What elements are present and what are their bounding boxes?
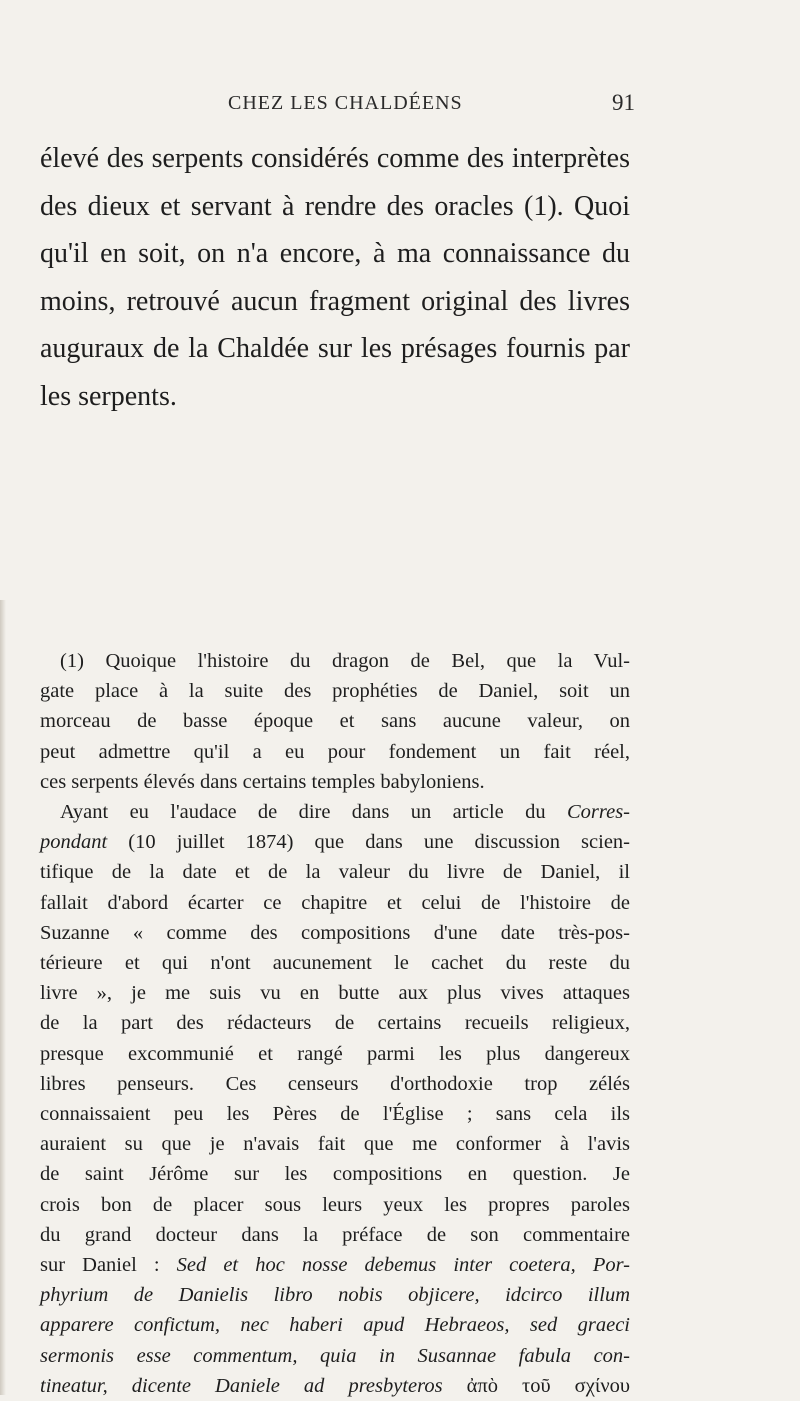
footnote-line: livre », je me suis vu en butte aux plus vives attaques [40,982,630,1005]
footnote-line: crois bon de placer sous leurs yeux les propres paroles [40,1193,630,1216]
footnote-line: morceau de basse époque et sans aucune valeur, on [40,710,630,733]
text-line: qu'il en soit, on n'a encore, à ma connaissance du [40,238,630,269]
footnote-line: auraient su que je n'avais fait que me conformer à l'avis [40,1133,630,1156]
footnote-line: libres penseurs. Ces censeurs d'orthodoxie trop zélés [40,1072,630,1095]
footnote-line: ces serpents élevés dans certains temples babyloniens. [40,770,485,793]
footnote-line [40,827,630,857]
latin-quote: Sed et hoc nosse debemus inter coetera, Por- [176,1254,630,1277]
text-line: les serpents. [40,380,177,412]
footnote-line: du grand docteur dans la préface de son commentaire [40,1223,630,1246]
footnote-line: tifique de la date et de la valeur du livre de Daniel, il [40,861,630,884]
journal-title-end: pondant [40,831,108,854]
journal-title: Corres- [566,801,631,824]
text-line: des dieux et servant à rendre des oracles (1). Quoi [40,190,630,222]
footnote-text: Ayant eu l'audace de dire dans un article du [60,801,546,824]
footnote-line: (1) Quoique l'histoire du dragon de Bel, que la Vul- [60,650,630,672]
main-paragraph [40,135,630,420]
footnote-line: peut admettre qu'il a eu pour fondement un fait réel, [40,740,630,763]
latin-quote-line: apparere confictum, nec haberi apud Hebraeos, sed graeci [40,1314,630,1337]
page-number: 91 [612,90,635,115]
text-line: élevé des serpents considérés comme des interprètes [40,143,630,174]
footnote-text: sur Daniel : [40,1254,160,1277]
running-head: CHEZ LES CHALDÉENS [228,92,463,114]
footnote-line: connaissaient peu les Pères de l'Église ; sans cela ils [40,1103,630,1126]
footnote-line: de la part des rédacteurs de certains recueils religieux, [40,1012,630,1035]
page-header [0,92,800,122]
footnote-text: (10 juillet 1874) que dans une discussion scien- [128,831,630,854]
text-line: auguraux de la Chaldée sur les présages fournis par [40,333,630,364]
footnote-line [40,1371,630,1401]
latin-quote: tineatur, dicente Daniele ad presbyteros [40,1374,443,1397]
footnote-line: térieure et qui n'ont aucunement le cachet du reste du [40,952,630,975]
footnote-line: Suzanne « comme des compositions d'une date très-pos- [40,921,630,944]
footnote-line: de saint Jérôme sur les compositions en question. Je [40,1163,630,1186]
text-line: moins, retrouvé aucun fragment original des livres [40,285,630,317]
page-edge-shadow [0,600,6,1395]
footnote-line: gate place à la suite des prophéties de Daniel, soit un [40,680,630,703]
latin-quote-line: phyrium de Danielis libro nobis objicere, idcirco illum [40,1284,630,1307]
footnote-line [40,797,630,827]
greek-quote: ἀπὸ τοῦ σχίνου [466,1374,631,1397]
latin-quote-line: sermonis esse commentum, quia in Susannae fabula con- [40,1344,630,1367]
footnote-line: presque excommunié et rangé parmi les plus dangereux [40,1042,630,1065]
footnote-line: fallait d'abord écarter ce chapitre et celui de l'histoire de [40,891,630,914]
footnote-line [40,1250,630,1280]
footnote [40,646,630,1401]
